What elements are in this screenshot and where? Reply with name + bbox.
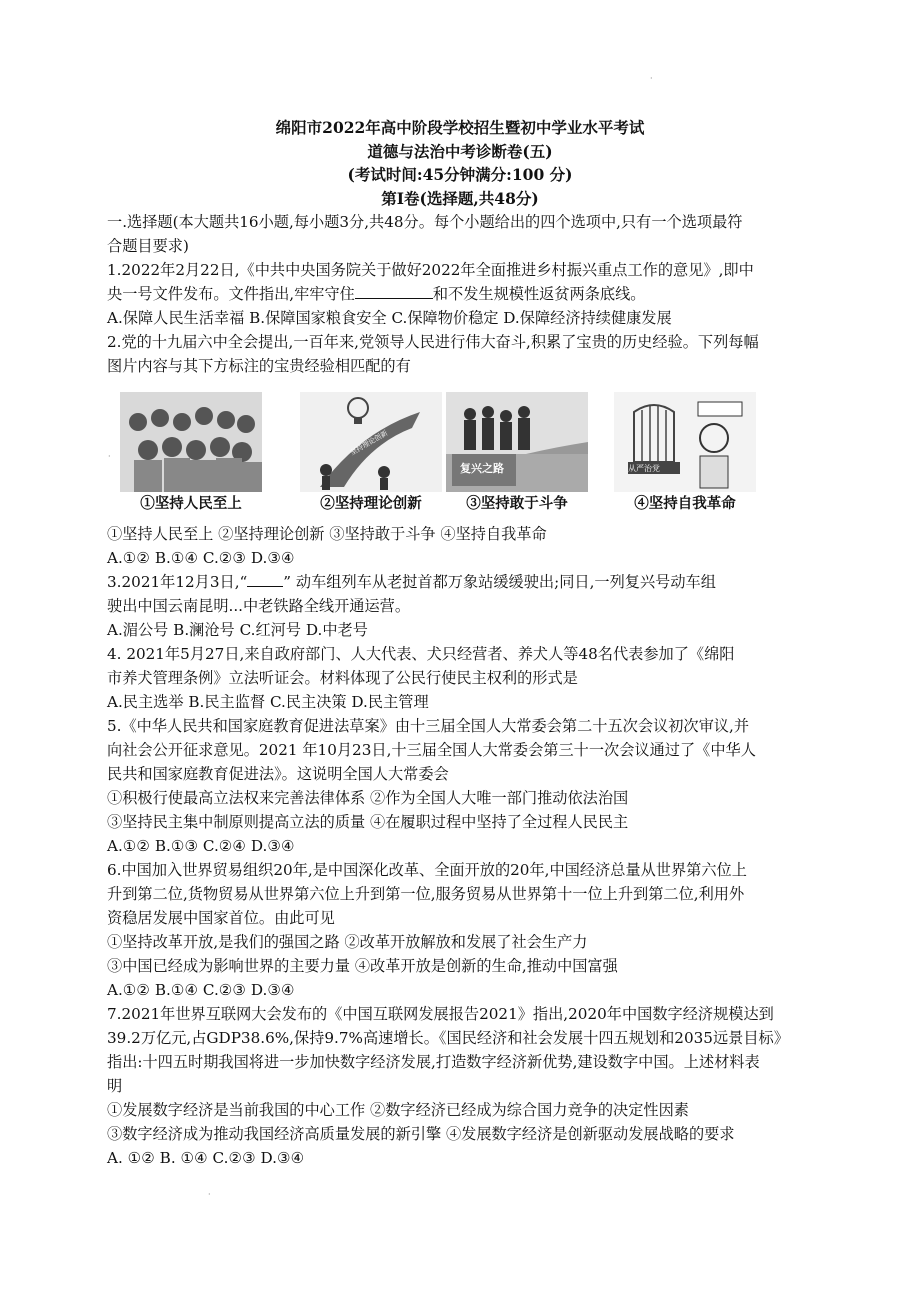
- caption-4: ④坚持自我革命: [634, 495, 736, 512]
- instructions-line-1: 一.选择题(本大题共16小题,每小题3分,共48分。每个小题给出的四个选项中,只有一个选项最符: [107, 213, 743, 231]
- q3-stem-part-a: 3.2021年12月3日,“: [107, 573, 248, 591]
- q6-options: A.①② B.①④ C.②③ D.③④: [107, 981, 295, 999]
- answer-blank: [355, 284, 433, 299]
- q5-statements-2: ③坚持民主集中制原则提高立法的质量 ④在履职过程中坚持了全过程人民民主: [107, 813, 629, 831]
- caption-3: ③坚持敢于斗争: [466, 495, 568, 512]
- q5-stem-line-3: 民共和国家庭教育促进法》。这说明全国人大常委会: [107, 765, 449, 783]
- q1-stem-part-b: 和不发生规模性返贫两条底线。: [432, 285, 646, 303]
- image-self-revolution: [614, 392, 756, 492]
- image-people-crowd: [120, 392, 262, 492]
- answer-blank: [247, 574, 283, 587]
- q7-stem-line-1: 7.2021年世界互联网大会发布的《中国互联网发展报告2021》指出,2020年中国数字经济规模达到: [107, 1005, 774, 1023]
- q1-stem-line-1: 1.2022年2月22日,《中共中央国务院关于做好2022年全面推进乡村振兴重点工作的意见》,即中: [107, 261, 754, 279]
- exam-title: 绵阳市2022年高中阶段学校招生暨初中学业水平考试: [275, 118, 645, 137]
- q7-options: A. ①② B. ①④ C.②③ D.③④: [107, 1149, 305, 1167]
- scan-speck: ·: [208, 1190, 211, 1199]
- q2-stem-line-2: 图片内容与其下方标注的宝贵经验相匹配的有: [107, 357, 411, 375]
- q4-stem-line-2: 市养犬管理条例》立法听证会。材料体现了公民行使民主权利的形式是: [107, 669, 578, 687]
- scan-speck: ·: [108, 452, 111, 461]
- q7-statements-2: ③数字经济成为推动我国经济高质量发展的新引擎 ④发展数字经济是创新驱动发展战略的要求: [107, 1125, 735, 1143]
- exam-subtitle: 道德与法治中考诊断卷(五): [367, 142, 553, 161]
- q3-stem-line-1: [107, 570, 827, 594]
- q6-stem-line-2: 升到第二位,货物贸易从世界第六位上升到第一位,服务贸易从世界第十一位上升到第二位,利用外: [107, 885, 745, 903]
- q5-stem-line-2: 向社会公开征求意见。2021 年10月23日,十三届全国人大常委会第三十一次会议通过了《中华人: [107, 741, 756, 759]
- q1-stem-line-2: [107, 282, 827, 306]
- q3-stem-line-2: 驶出中国云南昆明...中老铁路全线开通运营。: [107, 597, 411, 615]
- q4-options: A.民主选举 B.民主监督 C.民主决策 D.民主管理: [107, 693, 429, 711]
- q5-options: A.①② B.①③ C.②④ D.③④: [107, 837, 295, 855]
- q4-stem-line-1: 4. 2021年5月27日,来自政府部门、人大代表、犬只经营者、养犬人等48名代表参加了《绵阳: [107, 645, 735, 663]
- q3-options: A.湄公号 B.澜沧号 C.红河号 D.中老号: [107, 621, 368, 639]
- q2-options: A.①② B.①④ C.②③ D.③④: [107, 549, 295, 567]
- image-label-road: 复兴之路: [460, 462, 504, 475]
- q2-statements: ①坚持人民至上 ②坚持理论创新 ③坚持敢于斗争 ④坚持自我革命: [107, 525, 547, 543]
- q1-options: A.保障人民生活幸福 B.保障国家粮食安全 C.保障物价稳定 D.保障经济持续健康发展: [107, 309, 672, 327]
- image-road-to-rejuvenation: [446, 392, 588, 492]
- q7-statements-1: ①发展数字经济是当前我国的中心工作 ②数字经济已经成为综合国力竞争的决定性因素: [107, 1101, 689, 1119]
- q6-stem-line-1: 6.中国加入世界贸易组织20年,是中国深化改革、全面开放的20年,中国经济总量从世界第六位上: [107, 861, 747, 879]
- q5-stem-line-1: 5.《中华人民共和国家庭教育促进法草案》由十三届全国人大常委会第二十五次会议初次审议,并: [107, 717, 750, 735]
- q7-stem-line-2: 39.2万亿元,占GDP38.6%,保持9.7%高速增长。《国民经济和社会发展十四五规划和2035远景目标》: [107, 1029, 789, 1047]
- q5-statements-1: ①积极行使最高立法权来完善法律体系 ②作为全国人大唯一部门推动依法治国: [107, 789, 629, 807]
- scan-speck: ·: [650, 74, 653, 83]
- q6-statements-2: ③中国已经成为影响世界的主要力量 ④改革开放是创新的生命,推动中国富强: [107, 957, 618, 975]
- q2-stem-line-1: 2.党的十九届六中全会提出,一百年来,党领导人民进行伟大奋斗,积累了宝贵的历史经验。下列每幅: [107, 333, 759, 351]
- image-theory-innovation: [300, 392, 442, 492]
- image-label-theory: 坚持理论创新: [348, 429, 390, 457]
- q6-stem-line-3: 资稳居发展中国家首位。由此可见: [107, 909, 335, 927]
- q7-stem-line-3: 指出:十四五时期我国将进一步加快数字经济发展,打造数字经济新优势,建设数字中国。上述材料表: [107, 1053, 760, 1071]
- q1-stem-part-a: 央一号文件发布。文件指出,牢牢守住: [107, 285, 355, 303]
- caption-1: ①坚持人民至上: [140, 495, 242, 512]
- q6-statements-1: ①坚持改革开放,是我们的强国之路 ②改革开放解放和发展了社会生产力: [107, 933, 588, 951]
- section-title: 第Ⅰ卷(选择题,共48分): [381, 189, 539, 208]
- q3-stem-part-b: ” 动车组列车从老挝首都万象站缓缓驶出;同日,一列复兴号动车组: [283, 573, 716, 591]
- exam-time-score: (考试时间:45分钟满分:100 分): [347, 165, 573, 184]
- image-label-discipline: 从严治党: [628, 464, 660, 473]
- caption-2: ②坚持理论创新: [320, 495, 422, 512]
- instructions-line-2: 合题目要求): [107, 237, 189, 255]
- q7-stem-line-4: 明: [107, 1077, 123, 1095]
